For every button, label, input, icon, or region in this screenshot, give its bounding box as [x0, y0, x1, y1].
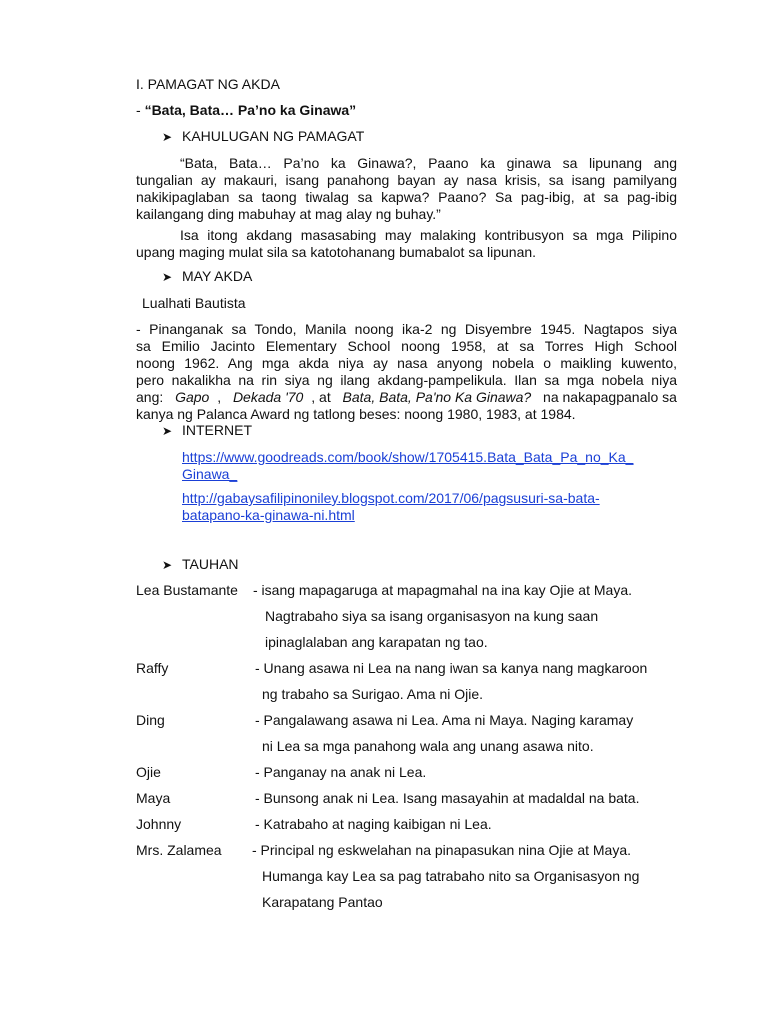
character-name: Raffy: [136, 660, 169, 676]
kahulugan-label: KAHULUGAN NG PAMAGAT: [182, 128, 365, 144]
character-desc-cont: ipinaglalaban ang karapatan ng tao.: [265, 634, 488, 650]
character-desc: - Katrabaho at naging kaibigan ni Lea.: [255, 816, 492, 832]
character-row: [136, 816, 696, 833]
bio-line: [136, 389, 677, 406]
arrow-bullet-icon: ➤: [162, 558, 173, 572]
kp1-line: nakikipaglaban sa taong tiwalag sa kapwa? Paano? Sa pag-ibig, at sa pag-ibig: [136, 189, 677, 205]
may-akda-label: MAY AKDA: [182, 268, 253, 284]
bio-l5-sep1: ,: [217, 389, 226, 405]
character-desc-cont: Nagtrabaho siya sa isang organisasyon na kung saan: [265, 608, 599, 624]
bullet-kahulugan: [162, 128, 364, 146]
character-row: [136, 582, 696, 599]
arrow-bullet-icon: ➤: [162, 270, 173, 284]
novel-dekada: Dekada '70: [232, 389, 304, 405]
character-row: [136, 660, 696, 677]
bio-l5-sep2: , at: [311, 389, 335, 405]
reference-link-2: [182, 490, 600, 524]
character-name: Ojie: [136, 764, 161, 780]
author-name: Lualhati Bautista: [142, 295, 246, 311]
arrow-bullet-icon: ➤: [162, 130, 173, 144]
bio-l5-prefix: ang:: [136, 389, 168, 405]
blogspot-link[interactable]: http://gabaysafilipinoniley.blogspot.com/2017/06/pagsusuri-sa-bata-: [182, 490, 600, 506]
bio-line: pero nakalikha na rin siya ng ilang akdang-pampelikula. Ilan sa mga nobela niya: [136, 372, 677, 388]
character-desc-cont: ng trabaho sa Surigao. Ama ni Ojie.: [262, 686, 484, 702]
bio-line: - Pinanganak sa Tondo, Manila noong ika-2 ng Disyembre 1945. Nagtapos siya: [136, 321, 677, 337]
blogspot-link-cont[interactable]: batapano-ka-ginawa-ni.html: [182, 507, 355, 523]
bio-l5-suffix: na nakapagpanalo sa: [539, 389, 677, 405]
kp2-line: Isa itong akdang masasabing may malaking kontribusyon sa mga Pilipino: [180, 227, 677, 243]
bullet-tauhan: [162, 556, 239, 574]
work-title: [136, 102, 356, 119]
character-desc: - isang mapagaruga at mapagmahal na ina kay Ojie at Maya.: [253, 582, 632, 598]
character-desc: - Panganay na anak ni Lea.: [255, 764, 427, 780]
kp1-line: kailangang ding mabuhay at mag alay ng buhay.”: [136, 206, 441, 222]
arrow-bullet-icon: ➤: [162, 424, 173, 438]
character-desc-cont: Karapatang Pantao: [262, 894, 383, 910]
author-bio: [136, 321, 677, 423]
character-desc-cont: ni Lea sa mga panahong wala ang unang asawa nito.: [262, 738, 594, 754]
character-desc: - Principal ng eskwelahan na pinapasukan nina Ojie at Maya.: [252, 842, 632, 858]
title-text: “Bata, Bata… Pa’no ka Ginawa”: [144, 102, 357, 118]
bio-line: noong 1962. Ang mga akda niya ay nasa anyong nobela o maikling kuwento,: [136, 355, 677, 371]
character-name: Ding: [136, 712, 165, 728]
internet-label: INTERNET: [182, 422, 252, 438]
character-desc: - Bunsong anak ni Lea. Isang masayahin at madaldal na bata.: [255, 790, 640, 806]
character-row: [136, 842, 696, 859]
bullet-internet: [162, 422, 252, 440]
kp1-line: tungalian ay makauri, isang panahong bayan ay nasa krisis, sa isang pamilyang: [136, 172, 677, 188]
kahulugan-paragraph-1: [136, 155, 677, 223]
novel-bata-bata: Bata, Bata, Pa'no Ka Ginawa?: [342, 389, 532, 405]
character-row: [136, 764, 696, 781]
character-desc: - Unang asawa ni Lea na nang iwan sa kanya nang magkaroon: [255, 660, 648, 676]
character-desc-cont: Humanga kay Lea sa pag tatrabaho nito sa Organisasyon ng: [262, 868, 640, 884]
character-name: Mrs. Zalamea: [136, 842, 222, 858]
section-heading: I. PAMAGAT NG AKDA: [136, 76, 280, 92]
tauhan-label: TAUHAN: [182, 556, 239, 572]
bio-line: kanya ng Palanca Award ng tatlong beses: noong 1980, 1983, at 1984.: [136, 406, 576, 422]
character-name: Maya: [136, 790, 171, 806]
character-desc: - Pangalawang asawa ni Lea. Ama ni Maya. Naging karamay: [255, 712, 634, 728]
reference-link-1: [182, 449, 633, 483]
character-name: Lea Bustamante: [136, 582, 238, 598]
kahulugan-paragraph-2: [136, 227, 677, 261]
character-row: [136, 712, 696, 729]
novel-gapo: Gapo: [175, 389, 210, 405]
title-dash: -: [136, 102, 145, 118]
bio-line: sa Emilio Jacinto Elementary School noong 1958, at sa Torres High School: [136, 338, 677, 354]
kp2-line: upang maging mulat sila sa katotohanang bumabalot sa lipunan.: [136, 244, 537, 260]
goodreads-link-cont[interactable]: Ginawa_: [182, 466, 238, 482]
kp1-line: “Bata, Bata… Pa’no ka Ginawa?, Paano ka ginawa sa lipunang ang: [180, 155, 677, 171]
character-row: [136, 790, 696, 807]
character-name: Johnny: [136, 816, 182, 832]
goodreads-link[interactable]: https://www.goodreads.com/book/show/1705415.Bata_Bata_Pa_no_Ka_: [182, 449, 634, 465]
bullet-may-akda: [162, 268, 252, 286]
